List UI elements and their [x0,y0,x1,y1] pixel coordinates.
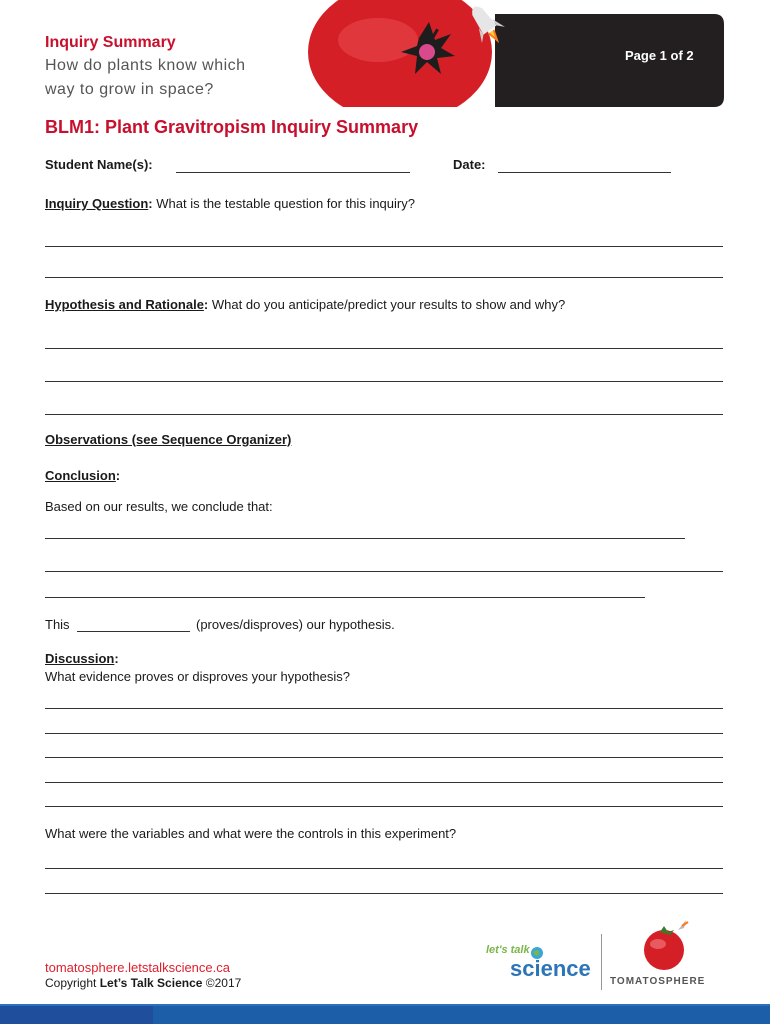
inquiry-question-prompt: What is the testable question for this inquiry? [156,196,415,211]
this-statement-prefix: This [45,617,70,632]
page-indicator: Page 1 of 2 [625,48,694,63]
this-statement-suffix: (proves/disproves) our hypothesis. [196,617,395,632]
answer-line[interactable] [45,868,723,869]
tomatosphere-logo-text: TOMATOSPHERE [610,976,706,987]
answer-line[interactable] [45,381,723,382]
conclusion-heading: Conclusion [45,468,116,483]
observations-heading: Observations (see Sequence Organizer) [45,432,292,447]
copyright-prefix: Copyright [45,976,97,990]
hypothesis-heading: Hypothesis and Rationale [45,297,204,312]
answer-line[interactable] [45,246,723,247]
hypothesis-row: Hypothesis and Rationale: What do you anticipate/predict your results to show and why? [45,297,566,312]
footer-url-link[interactable]: tomatosphere.letstalkscience.ca [45,960,230,975]
student-name-label: Student Name(s): [45,157,153,172]
answer-line[interactable] [45,806,723,807]
inquiry-question-row: Inquiry Question: What is the testable question for this inquiry? [45,196,415,211]
date-field[interactable] [498,172,671,173]
answer-line[interactable] [45,571,723,572]
date-label: Date: [453,157,486,172]
proves-disproves-field[interactable] [77,631,190,632]
discussion-heading: Discussion [45,651,115,666]
conclusion-heading-row: Conclusion: [45,468,121,483]
answer-line[interactable] [45,538,685,539]
answer-line[interactable] [45,733,723,734]
header-title: Inquiry Summary [45,34,176,51]
bottom-color-bar [0,1004,770,1024]
copyright-org: Let’s Talk Science [99,976,203,990]
discussion-question-1: What evidence proves or disproves your hypothesis? [45,669,350,684]
lets-talk-science-logo [482,944,594,988]
footer-copyright [45,976,241,990]
tomato-logo-icon [638,918,694,974]
answer-line[interactable] [45,348,723,349]
answer-line[interactable] [45,708,723,709]
conclusion-prompt: Based on our results, we conclude that: [45,499,273,514]
hypothesis-prompt: What do you anticipate/predict your results to show and why? [211,297,566,312]
discussion-question-2: What were the variables and what were the controls in this experiment? [45,826,457,841]
answer-line[interactable] [45,414,723,415]
inquiry-question-heading: Inquiry Question [45,196,149,211]
answer-line[interactable] [45,277,723,278]
student-name-field[interactable] [176,172,410,173]
answer-line[interactable] [45,757,723,758]
tomato-illustration-icon [308,0,492,107]
answer-line[interactable] [45,893,723,894]
answer-line[interactable] [45,782,723,783]
answer-line[interactable] [45,597,645,598]
lts-logo-top-text: let's talk [486,944,530,956]
worksheet-title: BLM1: Plant Gravitropism Inquiry Summary [45,117,419,137]
discussion-heading-row: Discussion: [45,651,119,666]
header-subtitle-line2: way to grow in space? [45,81,214,98]
copyright-year: ©2017 [205,976,242,990]
tomatosphere-logo [610,918,725,992]
header-subtitle-line1: How do plants know which [45,57,246,74]
logo-divider [601,934,602,990]
lts-logo-bottom-text: science [510,956,591,981]
